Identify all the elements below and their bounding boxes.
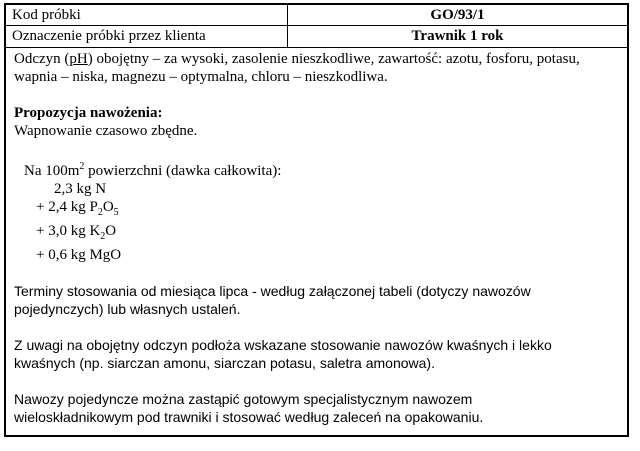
replace-line-2: wieloskładnikowym pod trawniki i stosować według zaleceń na opakowaniu. [14,409,484,425]
sample-code-label: Kod próbki [6,5,288,25]
dose-k-pre: + 3,0 kg K [36,223,101,239]
replace-line-1: Nawozy pojedyncze można zastąpić gotowym specjalistycznym nawozem [14,391,473,407]
client-designation-row [6,26,627,48]
dose-p-pre: + 2,4 kg P [36,199,98,215]
liming-line: Wapnowanie czasowo zbędne. [14,123,198,139]
report-frame [4,3,629,437]
client-designation-value: Trawnik 1 rok [411,28,504,44]
ph-pre: Odczyn ( [14,51,70,67]
sample-code-row [6,5,627,26]
dose-p [14,198,619,222]
dose-line [14,158,619,180]
client-designation-label: Oznaczenie próbki przez klienta [6,26,288,47]
ph-line-1 [14,50,619,68]
sample-code-value: GO/93/1 [430,7,485,23]
acid-line-1: Z uwagi na obojętny odczyn podłoża wskazane stosowanie nawozów kwaśnych i lekko [14,337,552,353]
dose-k-sub: 2 [100,231,106,242]
proposal-heading: Propozycja nawożenia: [14,105,163,121]
dose-p-sub1: 2 [97,207,103,218]
acid-line-2: kwaśnych (np. siarczan amonu, siarczan potasu, saletra amonowa). [14,355,435,371]
dose-post: powierzchni (dawka całkowita): [84,163,282,179]
dose-k-post: O [105,223,117,239]
ph-line-2: wapnia – niska, magnezu – optymalna, chloru – nieszkodliwa. [14,69,388,85]
dose-k [14,222,619,246]
dose-pre: Na 100m [24,163,80,179]
terms-line-1: Terminy stosowania od miesiąca lipca - według załączonej tabeli (dotyczy nawozów [14,283,531,299]
dose-p-mid: O [102,199,114,215]
ph-post: ) obojętny – za wysoki, zasolenie nieszkodliwe, zawartość: azotu, fosforu, potasu, [87,51,580,67]
dose-sup: 2 [79,161,85,172]
dose-mg: + 0,6 kg MgO [36,247,122,263]
terms-line-2: pojedynczych) lub własnych ustaleń. [14,301,241,317]
dose-p-sub2: 5 [113,207,119,218]
dose-n: 2,3 kg N [54,181,107,197]
ph-term: pH [69,51,88,67]
report-body [6,48,627,435]
